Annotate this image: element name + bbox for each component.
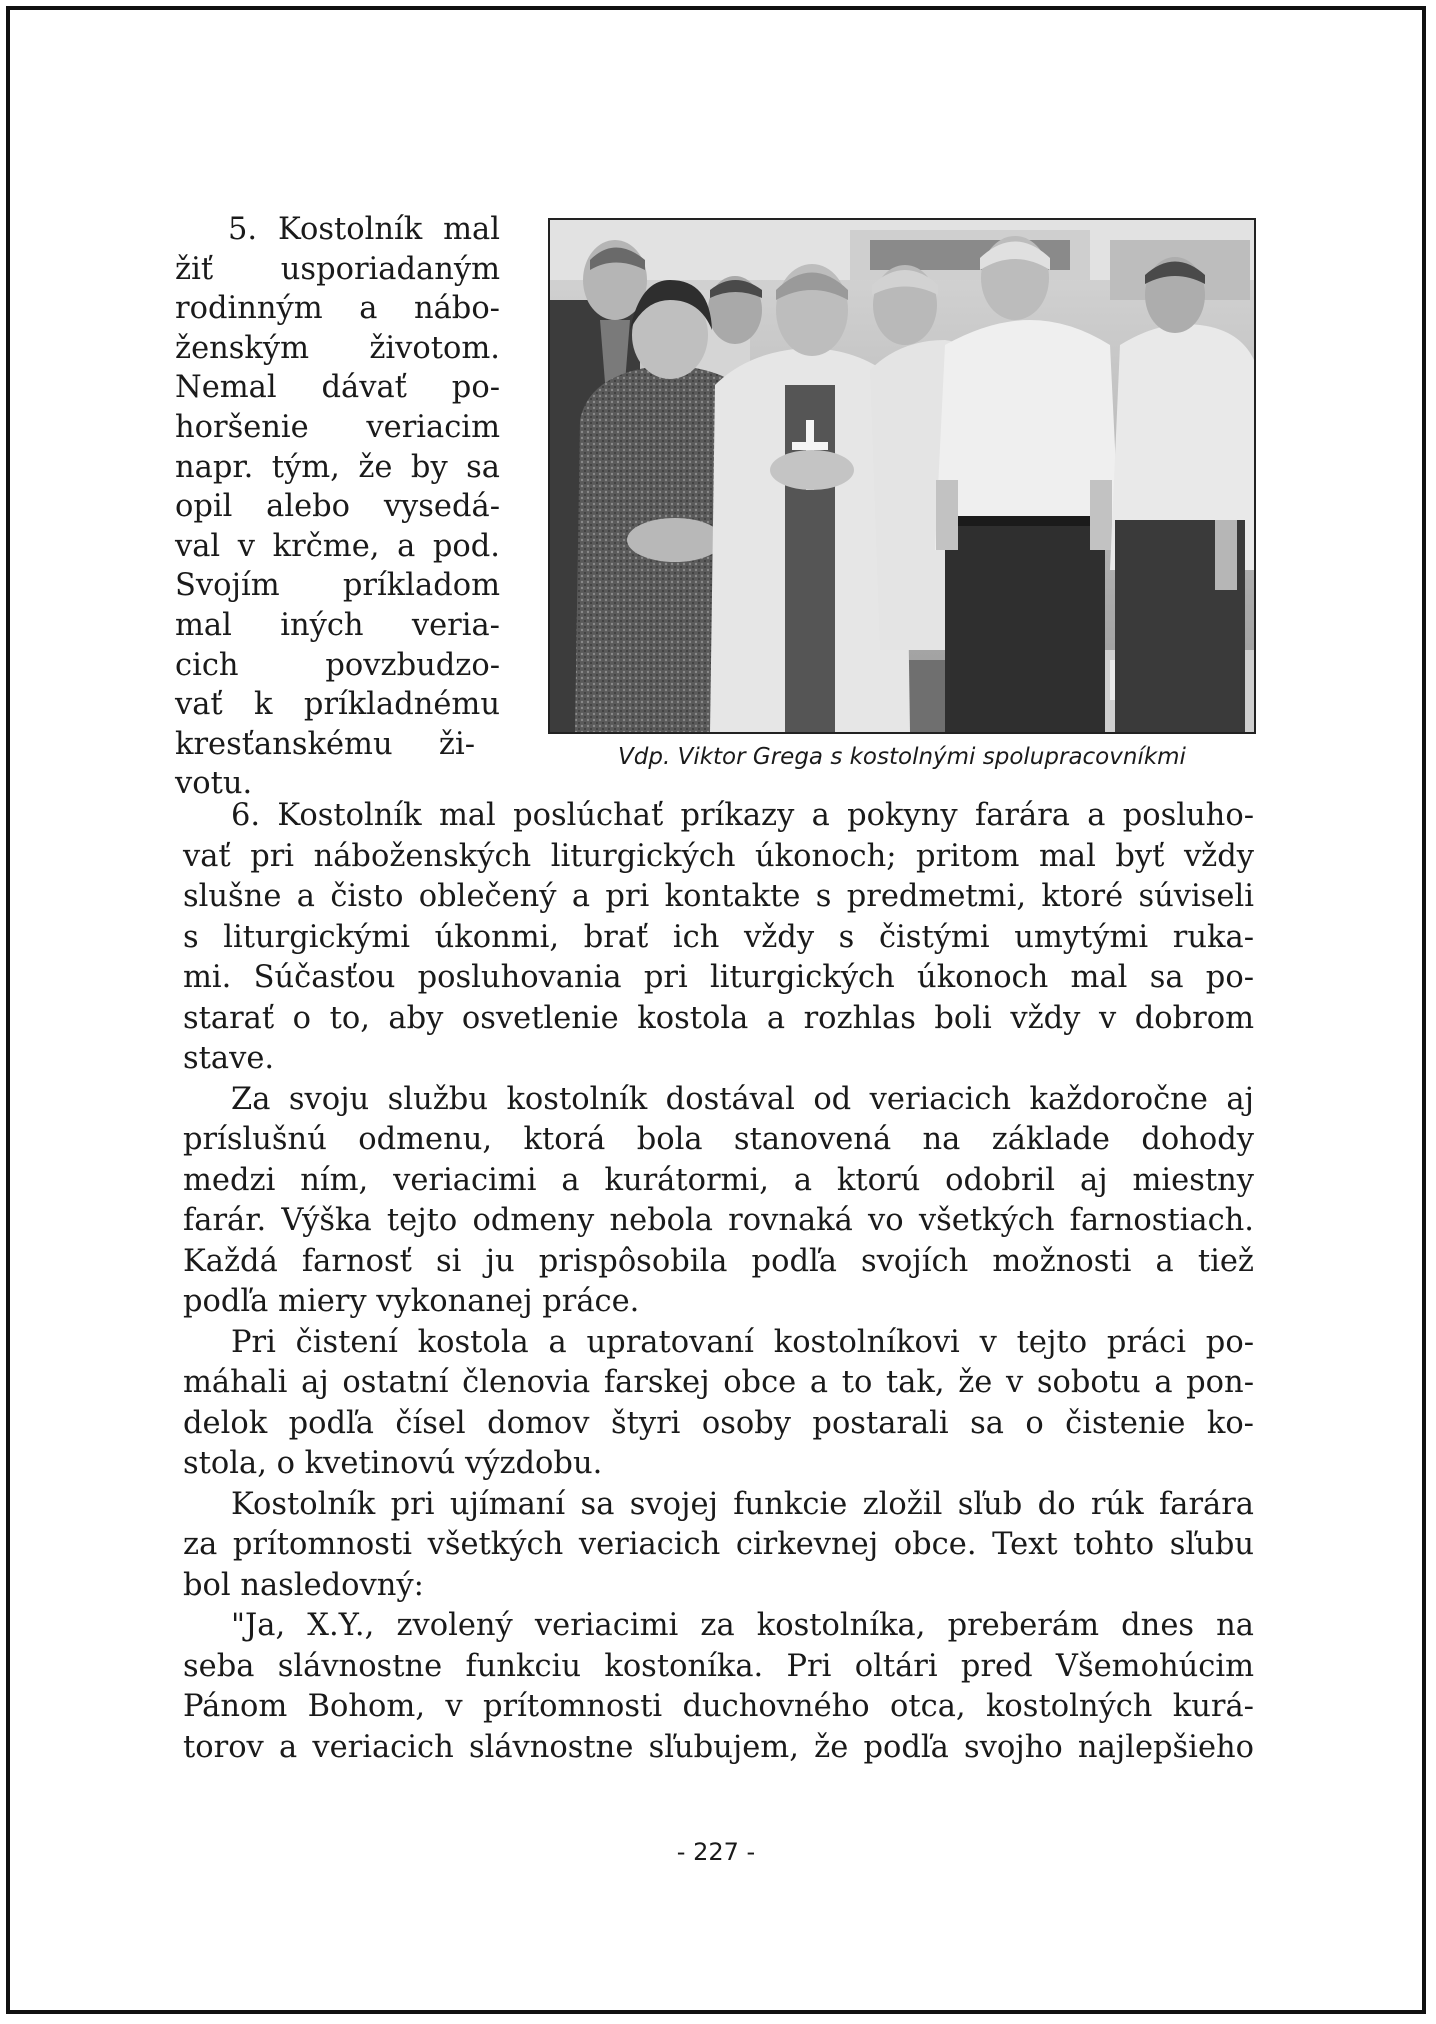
text-line: Svojím príkladom (175, 568, 500, 604)
text-line: vať pri náboženských liturgických úkonoch; pritom mal byť vždy (183, 838, 1254, 874)
text-line: Za svoju službu kostolník dostával od veriacich každoročne aj (231, 1081, 1254, 1117)
photo-caption: Vdp. Viktor Grega s kostolnými spolupracovníkmi (618, 744, 1186, 770)
text-line: seba slávnostne funkciu kostoníka. Pri oltári pred Všemohúcim (183, 1648, 1254, 1684)
page-number: - 227 - (676, 1838, 756, 1866)
left-column-text (175, 210, 500, 804)
main-text (183, 796, 1254, 1768)
text-line: bol nasledovný: (183, 1567, 424, 1603)
page-frame (6, 6, 1426, 2014)
text-line: rodinným a nábo- (175, 291, 500, 327)
text-line: horšenie veriacim (175, 409, 500, 445)
text-line: starať o to, aby osvetlenie kostola a rozhlas boli vždy v dobrom (183, 1000, 1254, 1036)
text-line: medzi ním, veriacimi a kurátormi, a ktorú odobril aj miestny (183, 1162, 1254, 1198)
text-line: Kostolník pri ujímaní sa svojej funkcie zložil sľub do rúk farára (231, 1486, 1254, 1522)
text-line: votu. (175, 766, 253, 802)
text-line: stola, o kvetinovú výzdobu. (183, 1446, 603, 1481)
text-line: "Ja, X.Y., zvolený veriacimi za kostolníka, preberám dnes na (231, 1608, 1254, 1643)
text-line: mal iných veria- (175, 607, 500, 643)
text-line: Nemal dávať po- (175, 370, 500, 406)
text-line: kresťanskému ži- (175, 726, 475, 762)
text-line: s liturgickými úkonmi, brať ich vždy s čistými umytými ruka- (183, 919, 1254, 955)
text-line: Pri čistení kostola a upratovaní kostolníkovi v tejto práci po- (231, 1324, 1254, 1360)
text-line: máhali aj ostatní členovia farskej obce a to tak, že v sobotu a pon- (183, 1365, 1254, 1400)
text-line: podľa miery vykonanej práce. (183, 1284, 640, 1319)
text-line: opil alebo vysedá- (175, 489, 500, 525)
text-line: torov a veriacich slávnostne sľubujem, že podľa svojho najlepšieho (183, 1729, 1254, 1765)
text-line: napr. tým, že by sa (175, 449, 500, 485)
group-photo (548, 218, 1256, 734)
text-line: val v krčme, a pod. (175, 528, 500, 564)
text-line: stave. (183, 1041, 275, 1076)
text-line: za prítomnosti všetkých veriacich cirkevnej obce. Text tohto sľubu (183, 1527, 1254, 1562)
text-line: žiť usporiadaným (175, 251, 500, 287)
text-line: 5. Kostolník mal (228, 212, 500, 247)
text-line: slušne a čisto oblečený a pri kontakte s predmetmi, ktoré súviseli (183, 879, 1254, 914)
text-line: delok podľa čísel domov štyri osoby postarali sa o čistenie ko- (183, 1405, 1254, 1441)
text-line: 6. Kostolník mal poslúchať príkazy a pokyny farára a posluho- (231, 798, 1254, 833)
text-line: príslušnú odmenu, ktorá bola stanovená na základe dohody (183, 1122, 1254, 1157)
text-line: Každá farnosť si ju prispôsobila podľa svojích možnosti a tiež (183, 1243, 1254, 1279)
text-line: cich povzbudzo- (175, 647, 500, 683)
text-line: farár. Výška tejto odmeny nebola rovnaká vo všetkých farnostiach. (183, 1203, 1254, 1238)
text-line: vať k príkladnému (175, 687, 500, 723)
text-line: mi. Súčasťou posluhovania pri liturgických úkonoch mal sa po- (183, 960, 1254, 995)
text-line: Pánom Bohom, v prítomnosti duchovného otca, kostolných kurá- (183, 1689, 1254, 1724)
text-line: ženským životom. (175, 330, 500, 366)
